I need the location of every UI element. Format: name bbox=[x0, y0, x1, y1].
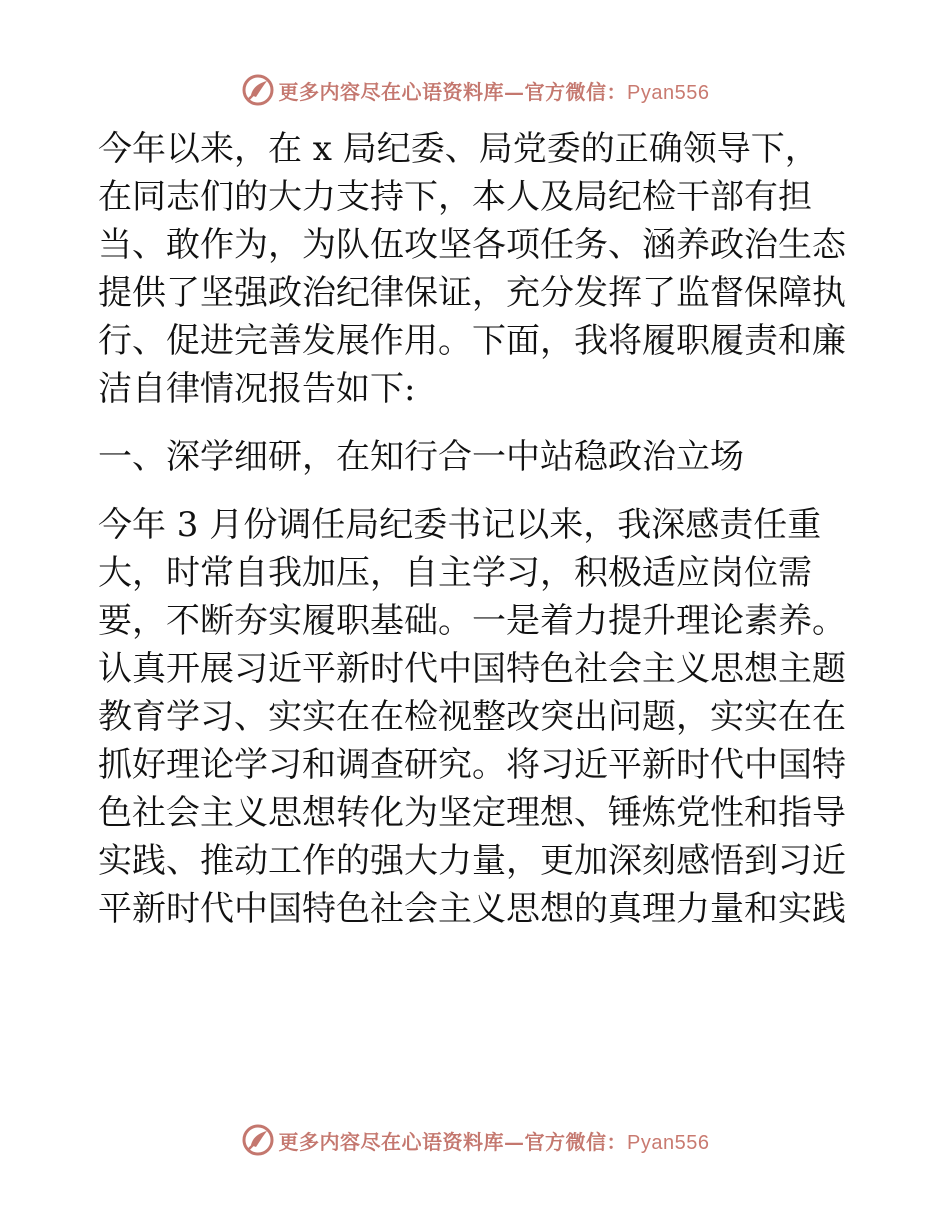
section-heading: 一、深学细研，在知行合一中站稳政治立场 bbox=[98, 437, 744, 477]
brand-logo-icon bbox=[241, 1123, 275, 1157]
text-line: 大，时常自我加压，自主学习，积极适应岗位需 bbox=[98, 553, 812, 593]
document-body bbox=[98, 125, 858, 933]
text-line: 教育学习、实实在在检视整改突出问题，实实在在 bbox=[98, 697, 846, 737]
text-line: 今年 3 月份调任局纪委书记以来，我深感责任重 bbox=[98, 505, 822, 545]
text-line: 抓好理论学习和调查研究。将习近平新时代中国特 bbox=[98, 745, 846, 785]
text-line: 在同志们的大力支持下，本人及局纪检干部有担 bbox=[98, 177, 812, 217]
text-line: 今年以来，在 x 局纪委、局党委的正确领导下， bbox=[98, 129, 819, 169]
wechat-id: Pyan556 bbox=[627, 1131, 710, 1154]
brand-logo-icon bbox=[241, 73, 275, 107]
paragraph-intro bbox=[98, 125, 858, 413]
text-line: 提供了坚强政治纪律保证，充分发挥了监督保障执 bbox=[98, 273, 846, 313]
text-line: 当、敢作为，为队伍攻坚各项任务、涵养政治生态 bbox=[98, 225, 846, 265]
header-watermark bbox=[0, 70, 950, 110]
text-line: 实践、推动工作的强大力量，更加深刻感悟到习近 bbox=[98, 841, 846, 881]
text-line: 色社会主义思想转化为坚定理想、锤炼党性和指导 bbox=[98, 793, 846, 833]
text-line: 平新时代中国特色社会主义思想的真理力量和实践 bbox=[98, 889, 846, 929]
wechat-id: Pyan556 bbox=[627, 81, 710, 104]
text-line: 洁自律情况报告如下: bbox=[98, 369, 416, 409]
footer-watermark-text: 更多内容尽在心语资料库—官方微信：Pyan556 bbox=[278, 1129, 710, 1154]
paragraph-section-1 bbox=[98, 501, 858, 933]
header-watermark-text: 更多内容尽在心语资料库—官方微信：Pyan556 bbox=[278, 79, 710, 104]
text-line: 行、促进完善发展作用。下面，我将履职履责和廉 bbox=[98, 321, 846, 361]
text-line: 要，不断夯实履职基础。一是着力提升理论素养。 bbox=[98, 601, 846, 641]
text-line: 认真开展习近平新时代中国特色社会主义思想主题 bbox=[98, 649, 846, 689]
footer-watermark bbox=[0, 1120, 950, 1160]
